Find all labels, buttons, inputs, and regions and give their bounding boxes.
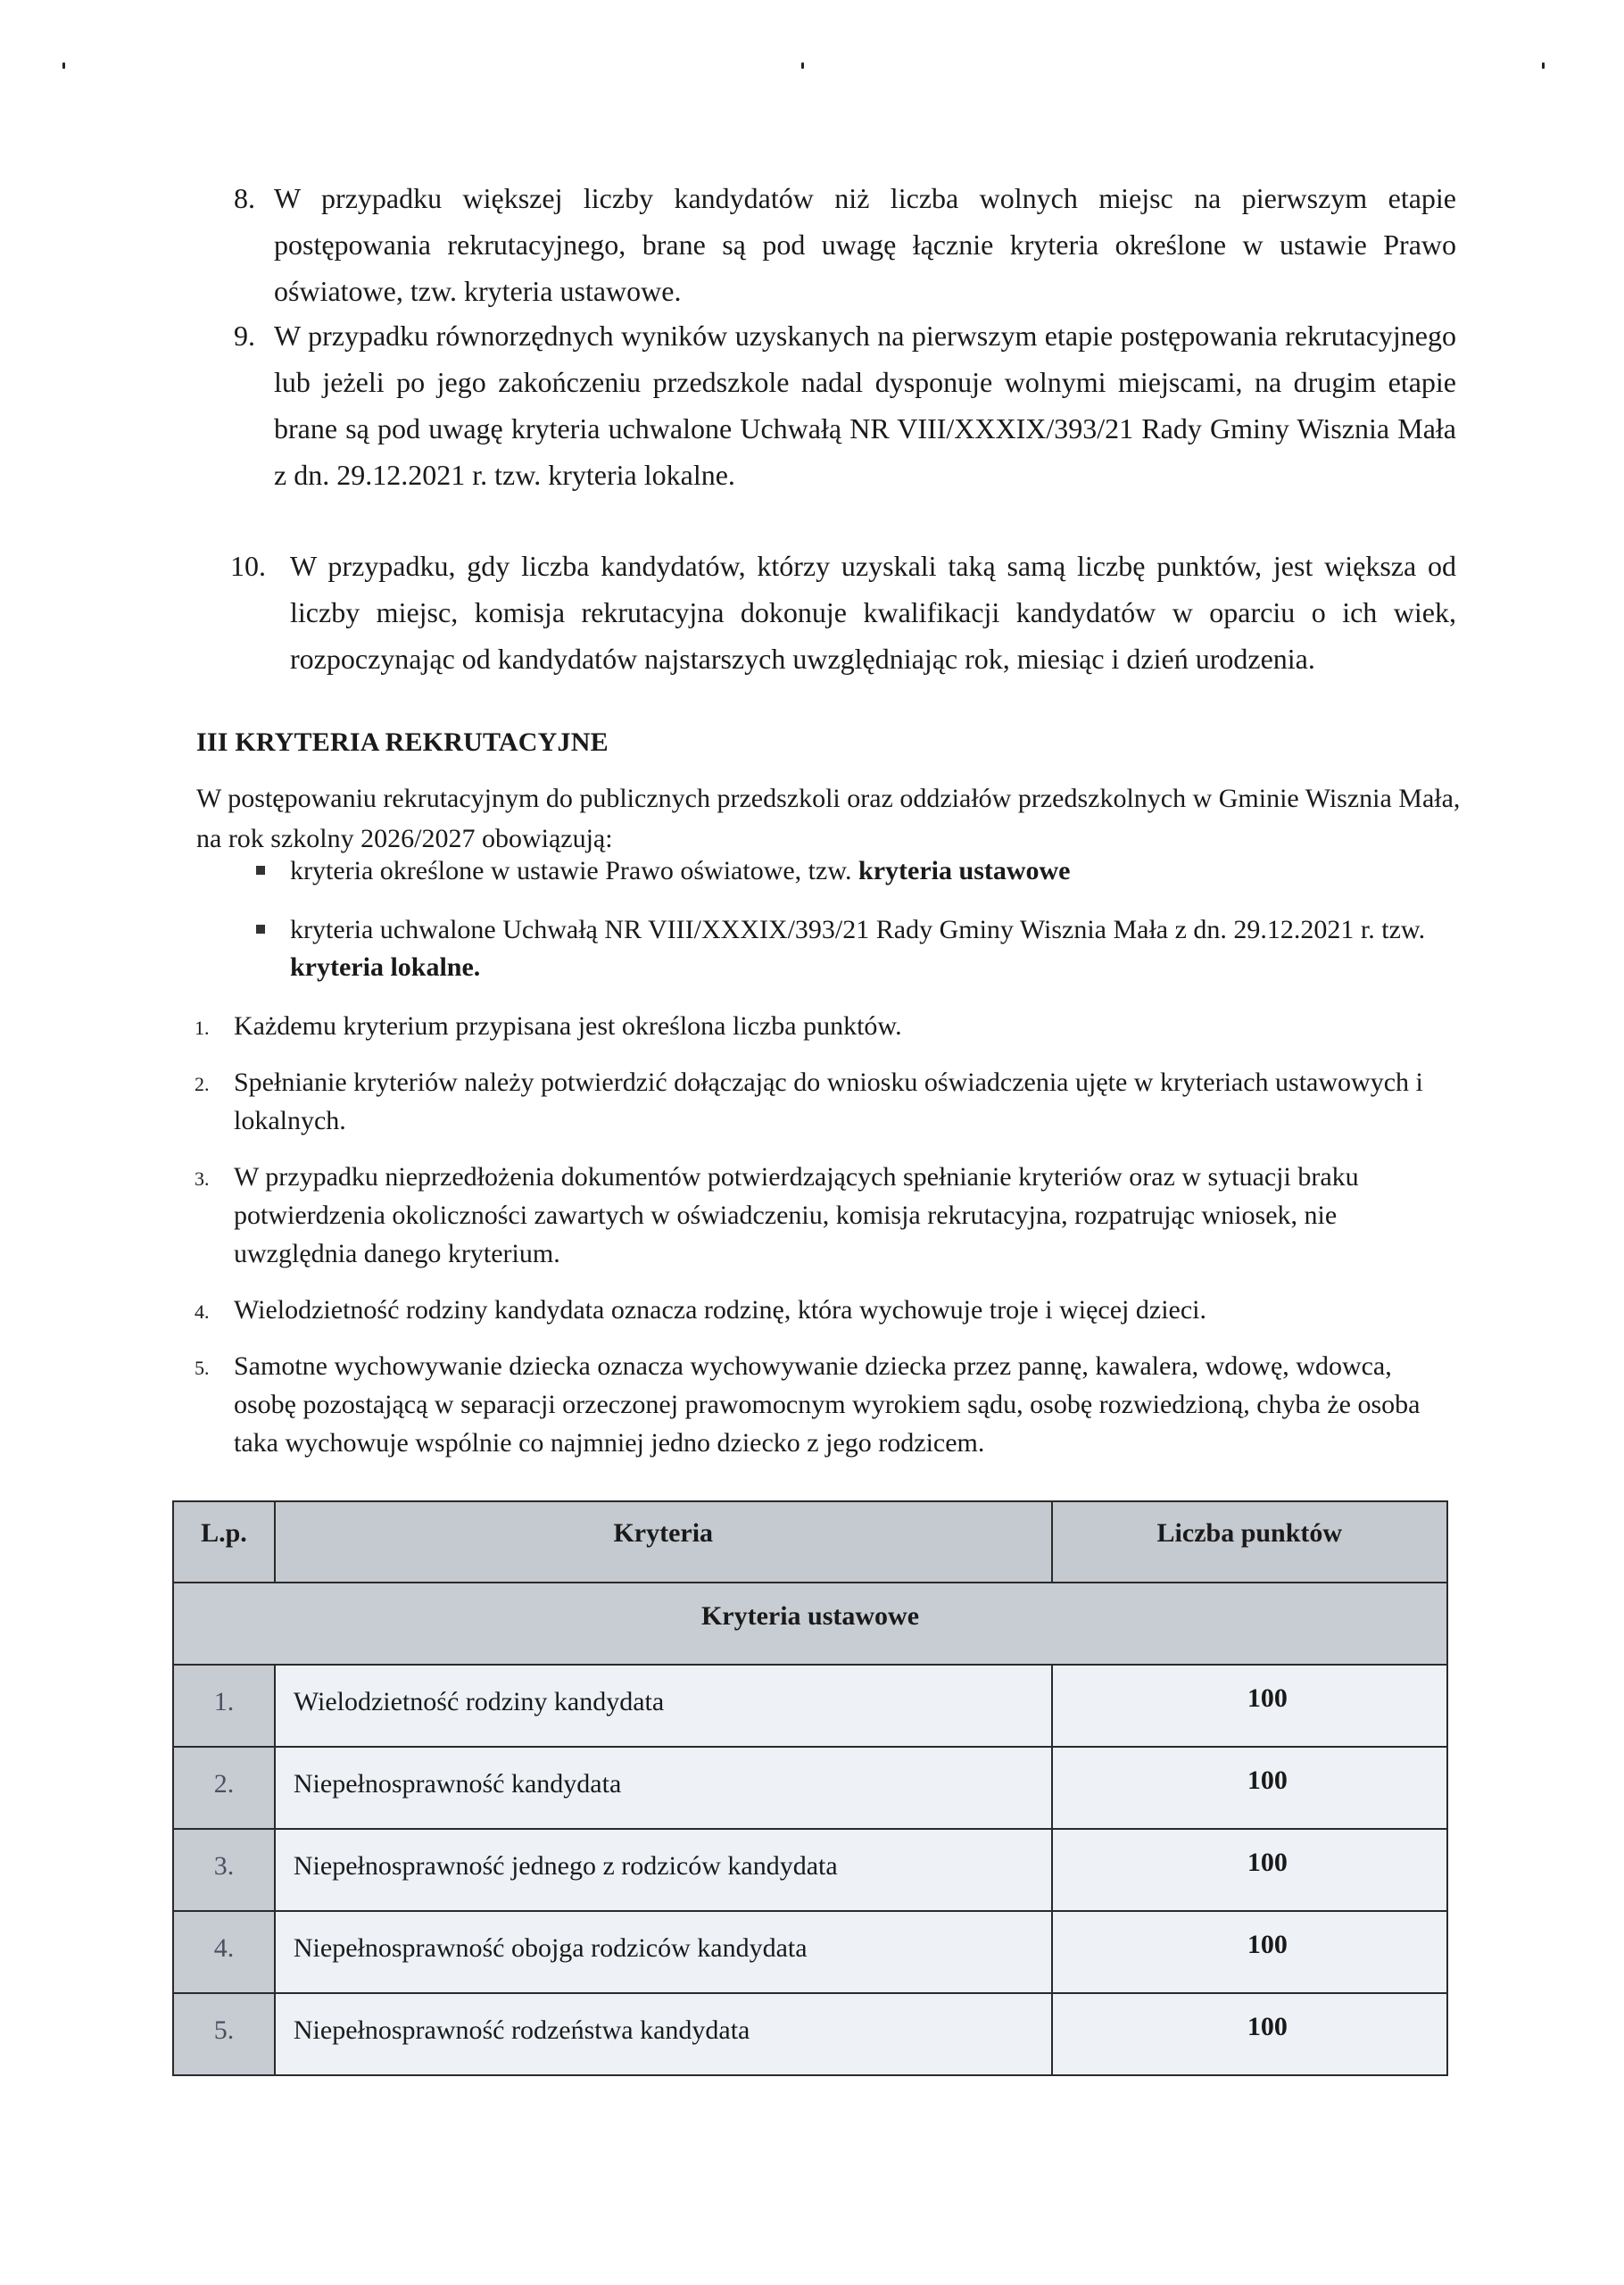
- cell-lp: 4.: [173, 1911, 275, 1993]
- square-bullet-icon: [256, 925, 265, 934]
- table-row: [173, 1993, 1447, 2075]
- paragraph-text: W przypadku większej liczby kandydatów niż liczba wolnych miejsc na pierwszym etapie postępowania rekrutacyjnego, brane są pod uwagę łącznie kryteria określone w ustawie Prawo oświatowe, tzw. kryteria ustawowe.: [274, 182, 1456, 307]
- paragraph-10: [230, 543, 1456, 682]
- paragraph-number: 9.: [234, 320, 255, 352]
- cell-criteria: Niepełnosprawność obojga rodziców kandydata: [275, 1911, 1052, 1993]
- table-row: [173, 1665, 1447, 1747]
- group-label: Kryteria ustawowe: [173, 1583, 1447, 1665]
- list-item: [254, 911, 1459, 986]
- rule-text: Spełnianie kryteriów należy potwierdzić dołączając do wniosku oświadczenia ujęte w kryteriach ustawowych i lokalnych.: [234, 1068, 1423, 1135]
- square-bullet-icon: [256, 866, 265, 875]
- paragraph-8: [234, 175, 1456, 314]
- list-item: [191, 1347, 1458, 1462]
- table-row: [173, 1911, 1447, 1993]
- list-item: [191, 1291, 1458, 1329]
- paragraph-text: W przypadku równorzędnych wyników uzyskanych na pierwszym etapie postępowania rekrutacyjnego lub jeżeli po jego zakończeniu przedszkole nadal dysponuje wolnymi miejscami, na drugim etapie brane są pod uwagę kryteria uchwalone Uchwałą NR VIII/XXXIX/393/21 Rady Gminy Wisznia Mała z dn. 29.12.2021 r. tzw. kryteria lokalne.: [274, 320, 1456, 491]
- rule-text: Wielodzietność rodziny kandydata oznacza rodzinę, która wychowuje troje i więcej dzieci.: [234, 1295, 1206, 1325]
- cell-points: 100: [1052, 1747, 1447, 1829]
- rules-list: [191, 1007, 1458, 1480]
- cell-criteria: Niepełnosprawność kandydata: [275, 1747, 1052, 1829]
- table-group-row: [173, 1583, 1447, 1665]
- rule-number: 1.: [195, 1017, 210, 1039]
- bullet-text: kryteria określone w ustawie Prawo oświatowe, tzw.: [290, 856, 859, 885]
- cell-points: 100: [1052, 1911, 1447, 1993]
- cell-lp: 5.: [173, 1993, 275, 2075]
- cell-points: 100: [1052, 1665, 1447, 1747]
- cell-points: 100: [1052, 1829, 1447, 1911]
- paragraph-number: 8.: [234, 182, 255, 214]
- rule-text: W przypadku nieprzedłożenia dokumentów potwierdzających spełnianie kryteriów oraz w sytuacji braku potwierdzenia okoliczności zawartych w oświadczeniu, komisja rekrutacyjna, rozpatrując wniosek, nie uwzględnia danego kryterium.: [234, 1162, 1359, 1268]
- column-header-points: Liczba punktów: [1052, 1501, 1447, 1583]
- list-item: [191, 1158, 1458, 1273]
- scan-dot: [62, 62, 65, 69]
- column-header-criteria: Kryteria: [275, 1501, 1052, 1583]
- criteria-type-list: [254, 852, 1459, 1008]
- cell-criteria: Wielodzietność rodziny kandydata: [275, 1665, 1052, 1747]
- list-item: [254, 852, 1459, 890]
- rule-number: 3.: [195, 1167, 210, 1190]
- column-header-lp: L.p.: [173, 1501, 275, 1583]
- table-header-row: [173, 1501, 1447, 1583]
- cell-criteria: Niepełnosprawność jednego z rodziców kandydata: [275, 1829, 1052, 1911]
- list-item: [191, 1063, 1458, 1140]
- cell-lp: 2.: [173, 1747, 275, 1829]
- cell-points: 100: [1052, 1993, 1447, 2075]
- rule-text: Samotne wychowywanie dziecka oznacza wychowywanie dziecka przez pannę, kawalera, wdowę, wdowca, osobę pozostającą w separacji orzeczonej prawomocnym wyrokiem sądu, osobę rozwiedzioną, chyba że osoba taka wychowuje wspólnie co najmniej jedno dziecko z jego rodzicem.: [234, 1351, 1421, 1458]
- paragraph-text: W przypadku, gdy liczba kandydatów, którzy uzyskali taką samą liczbę punktów, jest większa od liczby miejsc, komisja rekrutacyjna dokonuje kwalifikacji kandydatów w oparciu o ich wiek, rozpoczynając od kandydatów najstarszych uwzględniając rok, miesiąc i dzień urodzenia.: [290, 550, 1456, 675]
- bullet-text: kryteria uchwalone Uchwałą NR VIII/XXXIX/393/21 Rady Gminy Wisznia Mała z dn. 29.12.2021 r. tzw.: [290, 915, 1426, 944]
- criteria-table: [172, 1500, 1448, 2076]
- rule-number: 2.: [195, 1073, 210, 1095]
- list-item: [191, 1007, 1458, 1045]
- cell-lp: 3.: [173, 1829, 275, 1911]
- rule-number: 5.: [195, 1357, 210, 1379]
- cell-lp: 1.: [173, 1665, 275, 1747]
- cell-criteria: Niepełnosprawność rodzeństwa kandydata: [275, 1993, 1052, 2075]
- rule-text: Każdemu kryterium przypisana jest określona liczba punktów.: [234, 1011, 902, 1041]
- scan-dot: [1542, 62, 1545, 69]
- paragraph-9: [234, 312, 1456, 498]
- section-intro: W postępowaniu rekrutacyjnym do publicznych przedszkoli oraz oddziałów przedszkolnych w Gminie Wisznia Mała, na rok szkolny 2026/2027 obowiązują:: [196, 784, 1461, 853]
- scan-dot: [801, 62, 804, 69]
- table-row: [173, 1747, 1447, 1829]
- section-heading: III KRYTERIA REKRUTACYJNE: [196, 727, 609, 757]
- bullet-bold-text: kryteria ustawowe: [858, 856, 1071, 885]
- bullet-bold-text: kryteria lokalne.: [290, 952, 481, 982]
- rule-number: 4.: [195, 1300, 210, 1323]
- paragraph-number: 10.: [230, 550, 266, 582]
- table-row: [173, 1829, 1447, 1911]
